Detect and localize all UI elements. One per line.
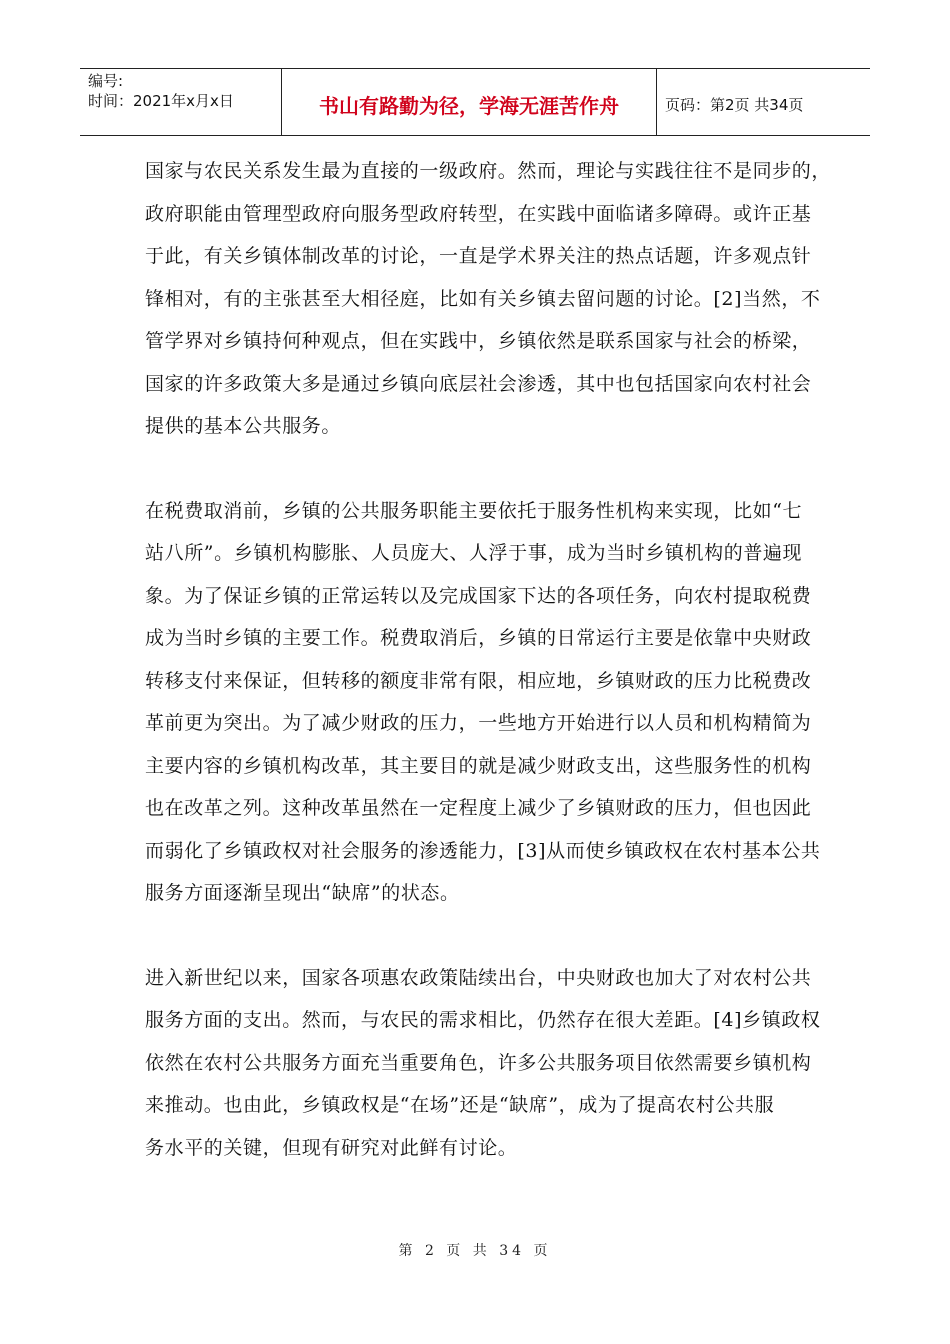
text-line: 提供的基本公共服务。 (145, 415, 342, 437)
paragraph-3 (145, 957, 821, 1170)
text-line: 而弱化了乡镇政权对社会服务的渗透能力，[3]从而使乡镇政权在农村基本公共 (145, 839, 821, 862)
text-line: 锋相对，有的主张甚至大相径庭，比如有关乡镇去留问题的讨论。[2]当然，不 (145, 287, 821, 310)
text-line: 于此，有关乡镇体制改革的讨论，一直是学术界关注的热点话题，许多观点针 (145, 245, 812, 267)
paragraph-2 (145, 490, 821, 915)
paragraph-1 (145, 150, 832, 448)
text-line: 务水平的关键，但现有研究对此鲜有讨论。 (145, 1136, 518, 1159)
text-line: 服务方面逐渐呈现出“缺席”的状态。 (145, 882, 460, 904)
text-line: 国家与农民关系发生最为直接的一级政府。然而，理论与实践往往不是同步的， (145, 160, 832, 182)
text-line: 服务方面的支出。然而，与农民的需求相比，仍然存在很大差距。[4]乡镇政权 (145, 1009, 821, 1031)
paragraph-spacer (145, 915, 815, 957)
document-number-label: 编号: (88, 72, 124, 90)
page-header (80, 68, 870, 136)
text-line: 进入新世纪以来，国家各项惠农政策陆续出台，中央财政也加大了对农村公共 (145, 966, 812, 989)
text-line: 成为当时乡镇的主要工作。税费取消后，乡镇的日常运行主要是依靠中央财政 (145, 627, 812, 649)
text-line: 国家的许多政策大多是通过乡镇向底层社会渗透，其中也包括国家向农村社会 (145, 372, 812, 395)
text-line: 站八所”。乡镇机构膨胀、人员庞大、人浮于事，成为当时乡镇机构的普遍现 (145, 542, 803, 564)
document-body (145, 150, 832, 1169)
text-line: 主要内容的乡镇机构改革，其主要目的就是减少财政支出，这些服务性的机构 (145, 754, 812, 777)
text-line: 管学界对乡镇持何种观点，但在实践中，乡镇依然是联系国家与社会的桥梁， (145, 330, 812, 352)
header-meta (80, 69, 282, 135)
text-line: 也在改革之列。这种改革虽然在一定程度上减少了乡镇财政的压力，但也因此 (145, 797, 812, 819)
text-line: 来推动。也由此，乡镇政权是“在场”还是“缺席”，成为了提高农村公共服 (145, 1094, 775, 1116)
text-line: 革前更为突出。为了减少财政的压力，一些地方开始进行以人员和机构精简为 (145, 712, 812, 734)
text-line: 在税费取消前，乡镇的公共服务职能主要依托于服务性机构来实现，比如“七 (145, 499, 803, 522)
header-page-label: 页码：第2页 共34页 (665, 95, 804, 114)
text-line: 政府职能由管理型政府向服务型政府转型，在实践中面临诸多障碍。或许正基 (145, 202, 812, 225)
text-line: 转移支付来保证，但转移的额度非常有限，相应地，乡镇财政的压力比税费改 (145, 669, 812, 692)
document-date-label: 时间：2021年x月x日 (88, 92, 234, 110)
paragraph-spacer (145, 448, 815, 490)
page-footer: 第 2 页 共 34 页 (398, 1243, 552, 1259)
text-line: 依然在农村公共服务方面充当重要角色，许多公共服务项目依然需要乡镇机构 (145, 1051, 812, 1074)
header-motto: 书山有路勤为径，学海无涯苦作舟 (282, 69, 657, 135)
text-line: 象。为了保证乡镇的正常运转以及完成国家下达的各项任务，向农村提取税费 (145, 584, 812, 607)
